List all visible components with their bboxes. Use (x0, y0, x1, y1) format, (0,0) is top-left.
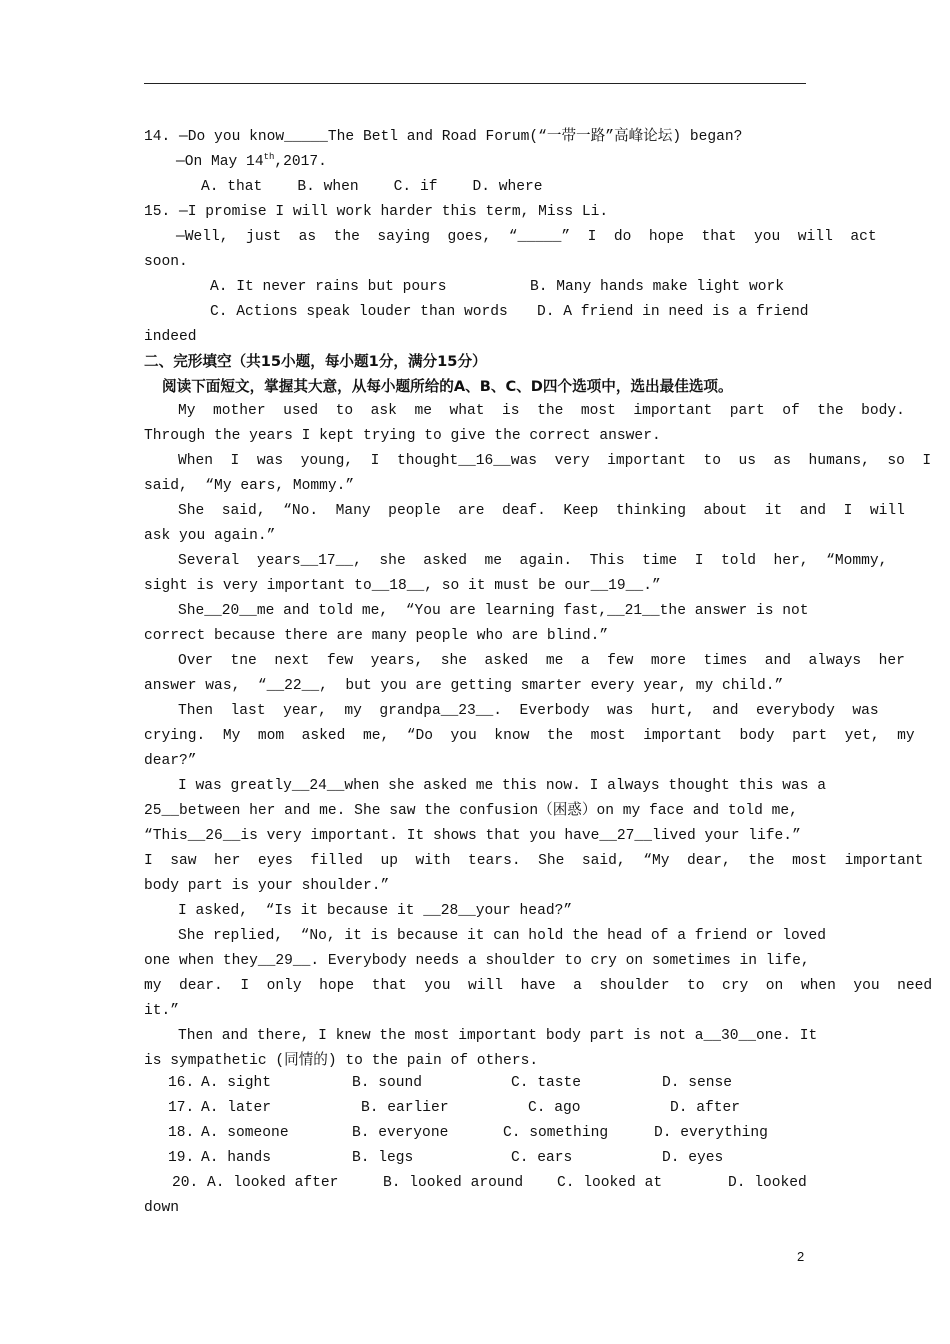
option-19-b: B. legs (352, 1150, 414, 1166)
passage-line: it.” (144, 1003, 180, 1019)
option-20-num: 20. (172, 1175, 199, 1191)
passage-line: She replied, “No, it is because it can hold the head of a friend or loved (178, 928, 827, 944)
passage-line: My mother used to ask me what is the most important part of the body. (178, 403, 905, 419)
section-title: 二、完形填空（共15小题，每小题1分，满分15分） (144, 353, 487, 370)
option-18-b: B. everyone (352, 1125, 449, 1141)
q14-stem-rest: The Betl and Road Forum(“一带一路”高峰论坛) began? (327, 129, 743, 145)
passage-line: I was greatly__24__when she asked me this now. I always thought this was a (178, 778, 827, 794)
passage-line: She said, “No. Many people are deaf. Keep thinking about it and I will (178, 503, 905, 519)
q15-line-3: soon. (144, 254, 188, 270)
option-20-b: B. looked around (383, 1175, 524, 1191)
passage-line: Through the years I kept trying to give the correct answer. (144, 428, 661, 444)
q14-answer: —On May 14 (176, 154, 264, 170)
option-16-c: C. taste (511, 1075, 582, 1091)
option-17-d: D. after (670, 1100, 741, 1116)
option-17-c: C. ago (528, 1100, 581, 1116)
option-18-a: A. someone (201, 1125, 289, 1141)
option-18-d: D. everything (654, 1125, 768, 1141)
passage-line: She__20__me and told me, “You are learning fast,__21__the answer is not (178, 603, 809, 619)
passage-line: body part is your shoulder.” (144, 878, 390, 894)
q14-sup: th (263, 152, 275, 163)
option-19-a: A. hands (201, 1150, 272, 1166)
option-19-c: C. ears (511, 1150, 573, 1166)
option-19-num: 19. (168, 1150, 195, 1166)
q15-option-a: A. It never rains but pours (210, 279, 447, 295)
passage-line: said, “My ears, Mommy.” (144, 478, 355, 494)
section-instructions: 阅读下面短文，掌握其大意，从每小题所给的A、B、C、D四个选项中，选出最佳选项。 (162, 378, 733, 395)
option-20-d: D. looked (728, 1175, 807, 1191)
passage-line: I asked, “Is it because it __28__your head?” (178, 903, 573, 919)
passage-line: one when they__29__. Everybody needs a shoulder to cry on sometimes in life, (144, 953, 810, 969)
option-17-b: B. earlier (361, 1100, 449, 1116)
option-20-c: C. looked at (557, 1175, 663, 1191)
passage-line: crying. My mom asked me, “Do you know the most important body part yet, my (144, 728, 915, 744)
q15-option-c: C. Actions speak louder than words (210, 304, 508, 320)
passage-line: sight is very important to__18__, so it must be our__19__.” (144, 578, 661, 594)
option-20-a: A. looked after (207, 1175, 339, 1191)
q15-line-2: —Well, just as the saying goes, “_____” I do hope that you will act (176, 229, 877, 245)
option-16-a: A. sight (201, 1075, 272, 1091)
option-17-a: A. later (201, 1100, 272, 1116)
q20-option-d-cont: down (144, 1200, 180, 1216)
q14-stem: 14. —Do you know (144, 129, 285, 145)
option-16-b: B. sound (352, 1075, 423, 1091)
option-18-num: 18. (168, 1125, 195, 1141)
q15-option-d-cont: indeed (144, 329, 197, 345)
passage-line: my dear. I only hope that you will have a shoulder to cry on when you need (144, 978, 933, 994)
option-19-d: D. eyes (662, 1150, 724, 1166)
passage-line: Over tne next few years, she asked me a few more times and always her (178, 653, 905, 669)
passage-line: When I was young, I thought__16__was very important to us as humans, so I (178, 453, 932, 469)
page-number: 2 (797, 1249, 805, 1264)
passage-line: correct because there are many people who are blind.” (144, 628, 609, 644)
q14-answer-rest: ,2017. (274, 154, 327, 170)
passage-line: answer was, “__22__, but you are getting smarter every year, my child.” (144, 678, 784, 694)
option-16-num: 16. (168, 1075, 195, 1091)
passage-line: “This__26__is very important. It shows that you have__27__lived your life.” (144, 828, 801, 844)
q14-line-1 (144, 125, 806, 150)
passage-line: Then and there, I knew the most important body part is not a__30__one. It (178, 1028, 818, 1044)
passage-line: ask you again.” (144, 528, 276, 544)
option-16-d: D. sense (662, 1075, 733, 1091)
q14-line-2 (176, 150, 838, 175)
q15-line-1: 15. —I promise I will work harder this term, Miss Li. (144, 204, 609, 220)
passage-line: 25__between her and me. She saw the confusion（困惑）on my face and told me, (144, 803, 798, 819)
header-rule (144, 83, 806, 84)
passage-line: I saw her eyes filled up with tears. She said, “My dear, the most important (144, 853, 924, 869)
passage-line: dear?” (144, 753, 197, 769)
passage-line: is sympathetic (同情的) to the pain of others. (144, 1053, 539, 1069)
option-17-num: 17. (168, 1100, 195, 1116)
q15-option-d: D. A friend in need is a friend (537, 304, 809, 320)
passage-line: Several years__17__, she asked me again. This time I told her, “Mommy, (178, 553, 888, 569)
q14-options: A. that B. when C. if D. where (201, 179, 543, 195)
q14-blank: _____ (284, 129, 328, 145)
passage-line: Then last year, my grandpa__23__. Everbody was hurt, and everybody was (178, 703, 879, 719)
q15-option-b: B. Many hands make light work (530, 279, 784, 295)
option-18-c: C. something (503, 1125, 609, 1141)
